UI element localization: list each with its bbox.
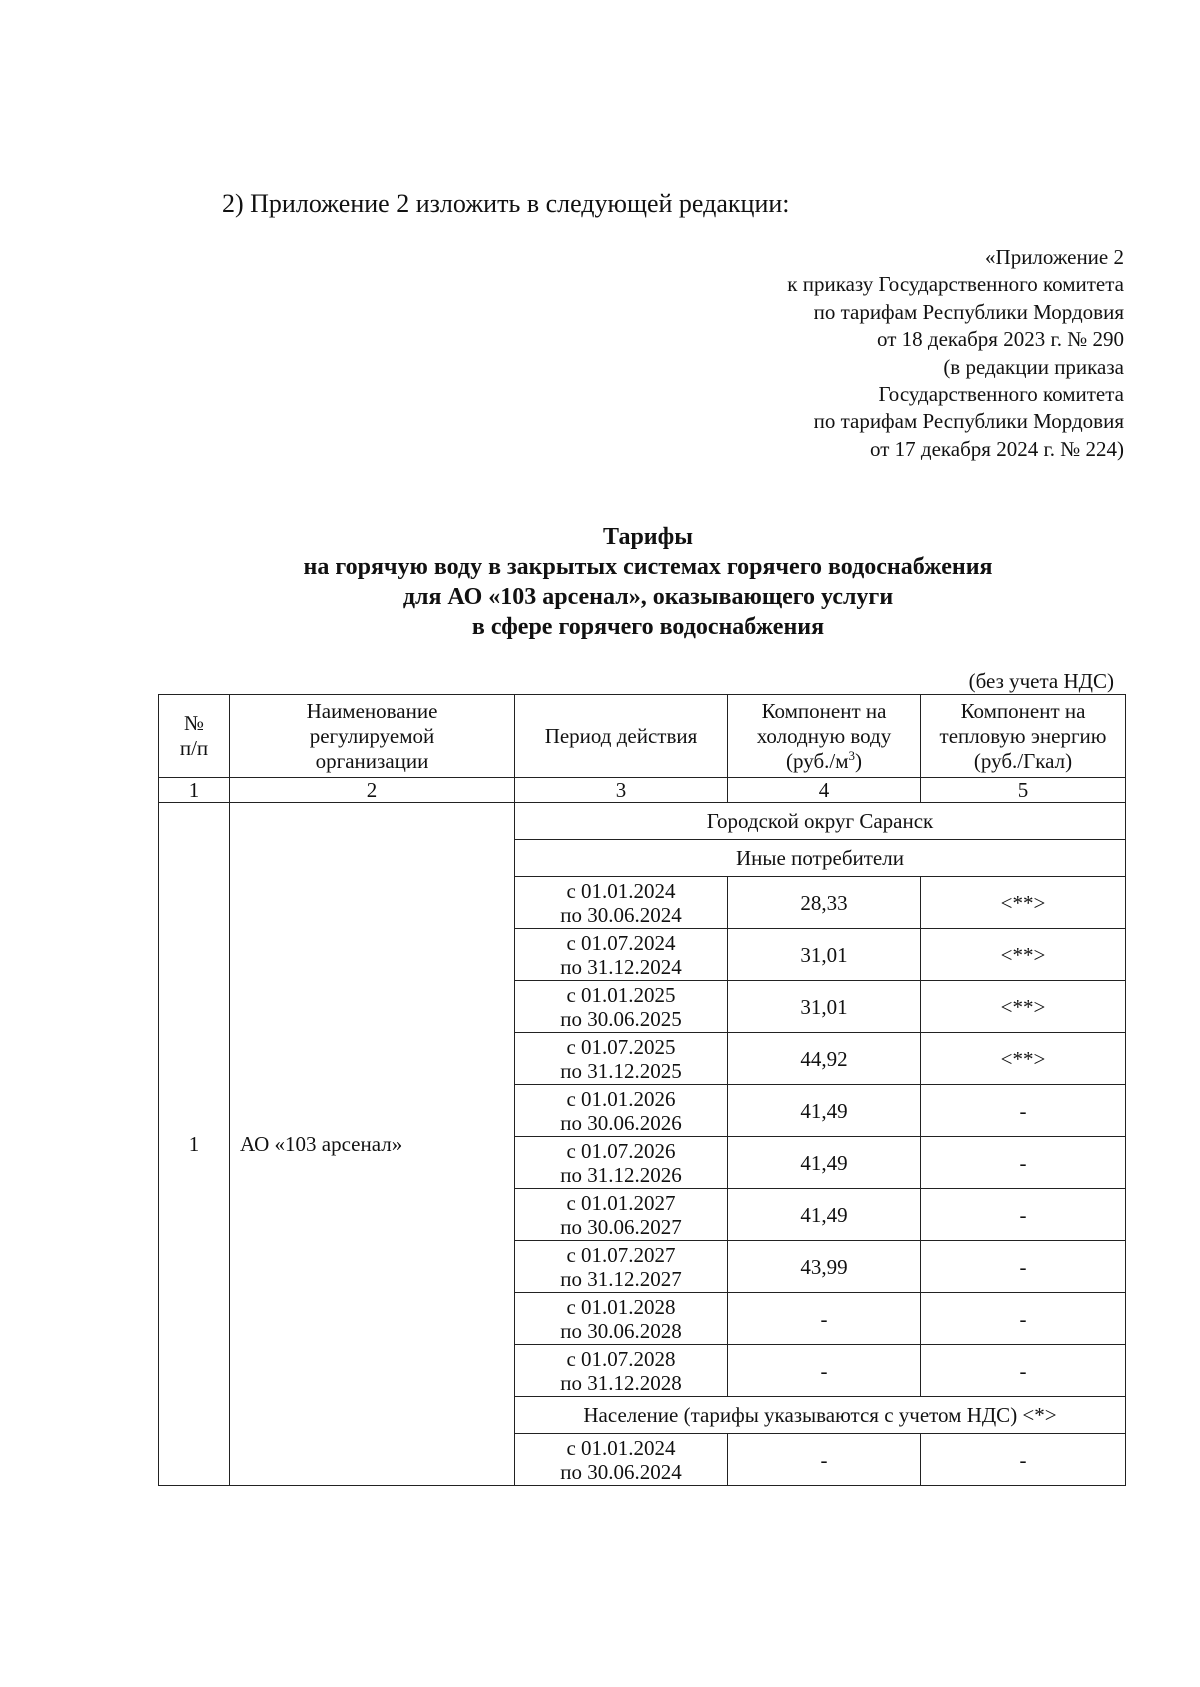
appendix-line: по тарифам Республики Мордовия (813, 409, 1124, 434)
heat-energy-value: - (921, 1434, 1126, 1486)
heat-energy-value: <**> (921, 929, 1126, 981)
period-cell (515, 1293, 728, 1345)
group-heading-population: Население (тарифы указываются с учетом НДС) <*> (515, 1397, 1126, 1434)
header-text: регулируемой (309, 723, 435, 748)
period-cell (515, 877, 728, 929)
header-text: (руб./Гкал) (973, 748, 1073, 773)
header-heat-energy (921, 695, 1126, 778)
appendix-line: по тарифам Республики Мордовия (813, 299, 1124, 324)
unit-superscript: 3 (848, 747, 855, 763)
header-text: Наименование (306, 698, 438, 723)
column-number: 1 (159, 778, 230, 803)
header-text: холодную воду (756, 723, 892, 748)
header-number (159, 695, 230, 778)
period-from: с 01.07.2028 (566, 1346, 676, 1371)
cold-water-value: 43,99 (728, 1241, 921, 1293)
heat-energy-value: - (921, 1189, 1126, 1241)
period-from: с 01.01.2026 (566, 1086, 676, 1111)
period-to: по 31.12.2026 (560, 1162, 682, 1187)
heat-energy-value: <**> (921, 877, 1126, 929)
column-number: 4 (728, 778, 921, 803)
period-cell (515, 1434, 728, 1486)
period-to: по 31.12.2028 (560, 1370, 682, 1395)
period-from: с 01.01.2025 (566, 982, 676, 1007)
period-to: по 31.12.2025 (560, 1058, 682, 1083)
appendix-line: (в редакции приказа (943, 354, 1124, 379)
heat-energy-value: - (921, 1137, 1126, 1189)
period-from: с 01.07.2024 (566, 930, 676, 955)
cold-water-value: 44,92 (728, 1033, 921, 1085)
header-text: п/п (179, 736, 209, 760)
period-cell (515, 1033, 728, 1085)
heat-energy-value: - (921, 1293, 1126, 1345)
period-from: с 01.01.2024 (566, 878, 676, 903)
header-organization (230, 695, 515, 778)
appendix-line: «Приложение 2 (985, 245, 1124, 269)
cold-water-value: 31,01 (728, 981, 921, 1033)
period-from: с 01.01.2028 (566, 1294, 676, 1319)
header-row (159, 695, 1126, 778)
column-number: 2 (230, 778, 515, 803)
appendix-reference (787, 244, 1124, 463)
header-text: Период действия (544, 723, 698, 748)
appendix-line: от 18 декабря 2023 г. № 290 (877, 327, 1124, 352)
cold-water-value: 31,01 (728, 929, 921, 981)
unit-text: (руб./м (786, 748, 849, 773)
appendix-line: Государственного комитета (878, 382, 1124, 407)
title-line: Тарифы (603, 524, 693, 550)
cold-water-value: 41,49 (728, 1189, 921, 1241)
period-from: с 01.07.2027 (566, 1242, 676, 1267)
period-cell (515, 981, 728, 1033)
group-heading-other: Иные потребители (515, 840, 1126, 877)
period-to: по 30.06.2028 (560, 1318, 682, 1343)
district-row (159, 803, 1126, 840)
header-text: Компонент на (761, 698, 887, 723)
organization-cell: АО «103 арсенал» (230, 803, 515, 1486)
intro-line: 2) Приложение 2 изложить в следующей редакции: (222, 189, 790, 218)
period-from: с 01.07.2026 (566, 1138, 676, 1163)
period-from: с 01.07.2025 (566, 1034, 676, 1059)
document-title (0, 522, 1200, 642)
period-to: по 31.12.2027 (560, 1266, 682, 1291)
period-cell (515, 929, 728, 981)
district-heading: Городской округ Саранск (515, 803, 1126, 840)
period-cell (515, 1137, 728, 1189)
period-cell (515, 1345, 728, 1397)
header-cold-water (728, 695, 921, 778)
cold-water-value: - (728, 1434, 921, 1486)
unit-text: ) (855, 748, 862, 773)
column-number: 5 (921, 778, 1126, 803)
column-number: 3 (515, 778, 728, 803)
period-from: с 01.01.2024 (566, 1435, 676, 1460)
appendix-line: от 17 декабря 2024 г. № 224) (870, 436, 1124, 461)
header-text: Компонент на (960, 698, 1086, 723)
cold-water-value: 41,49 (728, 1137, 921, 1189)
heat-energy-value: <**> (921, 981, 1126, 1033)
cold-water-value: 28,33 (728, 877, 921, 929)
cold-water-value: 41,49 (728, 1085, 921, 1137)
cold-water-value: - (728, 1293, 921, 1345)
heat-energy-value: - (921, 1241, 1126, 1293)
period-from: с 01.01.2027 (566, 1190, 676, 1215)
header-text: № (183, 711, 205, 735)
period-to: по 30.06.2024 (560, 902, 682, 927)
period-to: по 31.12.2024 (560, 954, 682, 979)
heat-energy-value: - (921, 1345, 1126, 1397)
period-to: по 30.06.2027 (560, 1214, 682, 1239)
tariff-table (158, 694, 1126, 1486)
appendix-line: к приказу Государственного комитета (787, 272, 1124, 297)
period-cell (515, 1241, 728, 1293)
row-number-cell: 1 (159, 803, 230, 1486)
header-period (515, 695, 728, 778)
vat-note: (без учета НДС) (968, 669, 1114, 693)
heat-energy-value: - (921, 1085, 1126, 1137)
period-cell (515, 1189, 728, 1241)
period-cell (515, 1085, 728, 1137)
title-line: для АО «103 арсенал», оказывающего услуги (402, 584, 894, 610)
period-to: по 30.06.2025 (560, 1006, 682, 1031)
cold-water-value: - (728, 1345, 921, 1397)
title-line: в сфере горячего водоснабжения (471, 614, 825, 640)
period-to: по 30.06.2026 (560, 1110, 682, 1135)
period-to: по 30.06.2024 (560, 1459, 682, 1484)
header-text: организации (315, 748, 429, 773)
header-text: тепловую энергию (939, 723, 1107, 748)
header-unit (732, 749, 916, 774)
title-line: на горячую воду в закрытых системах горячего водоснабжения (303, 554, 993, 580)
heat-energy-value: <**> (921, 1033, 1126, 1085)
column-number-row (159, 778, 1126, 803)
